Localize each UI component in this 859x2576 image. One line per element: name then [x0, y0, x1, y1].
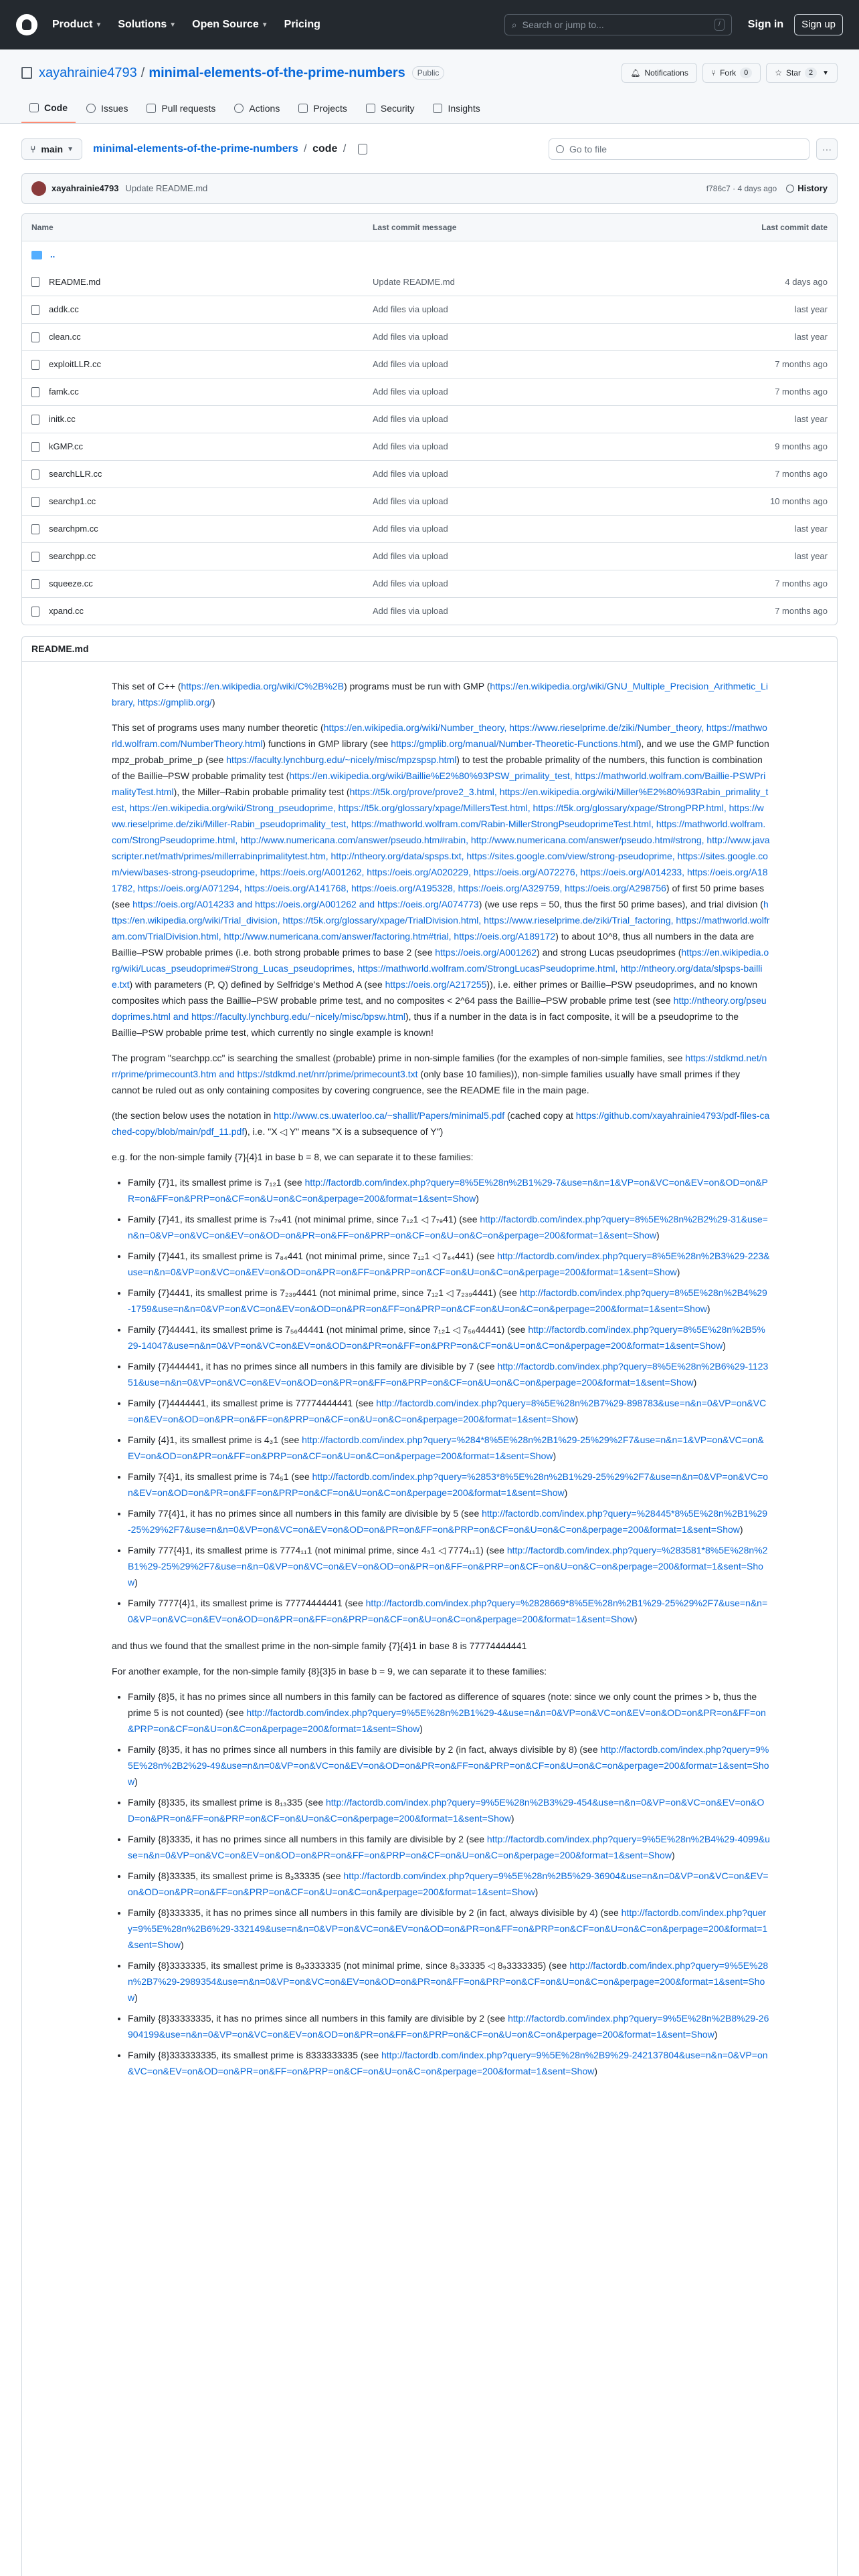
code-icon — [29, 103, 39, 112]
commit-message-link[interactable]: Add files via upload — [373, 524, 448, 534]
issue-icon — [86, 104, 96, 113]
family-list — [128, 1174, 770, 1627]
breadcrumb-current: code — [312, 143, 338, 154]
nav-open-source[interactable]: Open Source ▼ — [192, 19, 268, 30]
readme-header: README.md — [22, 637, 837, 662]
file-name-link[interactable]: README.md — [49, 276, 101, 287]
table-icon — [298, 104, 308, 113]
commit-date: 7 months ago — [775, 606, 828, 617]
file-table-header: Name Last commit message Last commit date — [22, 214, 837, 241]
file-icon — [31, 579, 39, 589]
chevron-down-icon[interactable]: ▼ — [822, 69, 829, 77]
sign-up-button[interactable]: Sign up — [794, 14, 843, 36]
family-list-item: • Family {7}41, its smallest prime is 7₇₉41 (not minimal prime, since 7₁₂1 ◁ 7₇₉41) (see http://factordb.com/index.php?query=8%5E%28n%2B2%29-31&use=n&n=0&VP=on&VC=on&EV=on&OD=on&PR=on&FF=on&PRP=on&CF=on&U=on&C=on&perpage=200&format=1&sent=Show) — [128, 1211, 770, 1243]
path-bar — [21, 136, 838, 163]
tab-insights[interactable]: Insights — [425, 94, 488, 123]
pull-request-icon — [147, 104, 156, 113]
global-header — [0, 0, 859, 49]
family-list-item: • Family {7}444441, it has no primes since all numbers in this family are divisible by 7 (see http://factordb.com/index.php?query=8%5E%28n%2B6%29-112351&use=n&n=0&VP=on&VC=on&EV=on&OD=on&PR=on&FF=on&PRP=on&CF=on&U=on&C=on&perpage=200&format=1&sent=Show) — [128, 1358, 770, 1390]
commit-message-link[interactable]: Add files via upload — [373, 304, 448, 315]
file-name-link[interactable]: searchpp.cc — [49, 551, 96, 562]
factordb-link[interactable]: http://factordb.com/index.php?query=%283581*8%5E%28n%2B1%29-25%29%2F7&use=n&n=0&VP=on&VC=on&EV=on&OD=on&PR=on&FF=on&PRP=on&CF=on&U=on&C=on&perpage=200&format=1&sent=Show — [128, 1545, 768, 1588]
fork-count: 0 — [740, 68, 752, 79]
family-list-item: • Family {8}33333335, it has no primes since all numbers in this family are divisible by 2 (see http://factordb.com/index.php?query=9%5E%28n%2B8%29-26904199&use=n&n=0&VP=on&VC=on&EV=on&OD=on&PR=on&FF=on&PRP=on&CF=on&U=on&C=on&perpage=200&format=1&sent=Show) — [128, 2010, 770, 2042]
factordb-link[interactable]: http://factordb.com/index.php?query=8%5E%28n%2B2%29-31&use=n&n=0&VP=on&VC=on&EV=on&OD=on&PR=on&FF=on&PRP=on&CF=on&U=on&C=on&perpage=200&format=1&sent=Show — [128, 1214, 768, 1241]
commit-message-link[interactable]: Add files via upload — [373, 606, 448, 617]
more-options-button[interactable] — [816, 138, 838, 160]
breadcrumb: minimal-elements-of-the-prime-numbers / code / — [93, 143, 347, 154]
tab-pull-requests[interactable]: Pull requests — [138, 94, 223, 123]
file-icon — [31, 497, 39, 507]
commit-message-link[interactable]: Add files via upload — [373, 387, 448, 397]
tab-issues[interactable]: Issues — [78, 94, 136, 123]
file-name-link[interactable]: clean.cc — [49, 332, 81, 342]
global-search-input[interactable]: ⌕ Search or jump to... / — [504, 14, 732, 35]
search-icon: ⌕ — [511, 19, 517, 30]
factordb-link[interactable]: http://factordb.com/index.php?query=9%5E%28n%2B9%29-242137804&use=n&n=0&VP=on&VC=on&EV=on&OD=on&PR=on&FF=on&PRP=on&CF=on&U=on&C=on&perpage=200&format=1&sent=Show — [128, 2050, 768, 2076]
file-row[interactable] — [22, 515, 837, 542]
file-row[interactable] — [22, 597, 837, 625]
tab-security[interactable]: Security — [358, 94, 423, 123]
graph-icon — [433, 104, 442, 113]
readme-paragraph: This set of C++ (https://en.wikipedia.org/wiki/C%2B%2B) programs must be run with GMP (https://en.wikipedia.org/wiki/GNU_Multiple_Precision_Arithmetic_Library, https://gmplib.org/) — [112, 681, 768, 708]
nav-solutions[interactable]: Solutions ▼ — [118, 19, 177, 30]
notifications-button[interactable]: 🔔︎ Notifications — [622, 63, 697, 83]
search-icon — [556, 145, 564, 153]
commit-date: 7 months ago — [775, 359, 828, 370]
factordb-link[interactable]: http://factordb.com/index.php?query=9%5E%28n%2B2%29-49&use=n&n=0&VP=on&VC=on&EV=on&OD=on&PR=on&FF=on&PRP=on&CF=on&U=on&C=on&perpage=200&format=1&sent=Show — [128, 1744, 769, 1787]
family-list-item: • Family 77{4}1, it has no primes since all numbers in this family are divisible by 5 (see http://factordb.com/index.php?query=%28445*8%5E%28n%2B1%29-25%29%2F7&use=n&n=0&VP=on&VC=on&EV=on&OD=on&PR=on&FF=on&PRP=on&CF=on&U=on&C=on&perpage=200&format=1&sent=Show) — [128, 1505, 770, 1537]
file-icon — [31, 607, 39, 617]
commit-date: 4 days ago — [785, 276, 828, 287]
readme-paragraph: e.g. for the non-simple family {7}{4}1 in base b = 8, we can separate it to these families: — [112, 1152, 474, 1162]
file-row[interactable] — [22, 378, 837, 405]
github-logo-icon[interactable] — [16, 14, 37, 35]
family-list-item: • Family {8}335, its smallest prime is 8₁₃335 (see http://factordb.com/index.php?query=9%5E%28n%2B3%29-454&use=n&n=0&VP=on&VC=on&EV=on&OD=on&PR=on&FF=on&PRP=on&CF=on&U=on&C=on&perpage=200&format=1&sent=Show) — [128, 1794, 770, 1826]
file-name-link[interactable]: initk.cc — [49, 414, 76, 425]
file-icon — [31, 524, 39, 534]
tab-code[interactable]: Code — [21, 94, 76, 123]
file-icon — [31, 360, 39, 370]
readme-paragraph: (the section below uses the notation in http://www.cs.uwaterloo.ca/~shallit/Papers/minimal5.pdf (cached copy at https://github.com/xayahrainie4793/pdf-files-cached-copy/blob/main/pdf_11.pdf), i.e. "X ◁ Y" means "X is a subsequence of Y") — [112, 1110, 770, 1137]
file-row[interactable] — [22, 570, 837, 597]
family-list-item: • Family {8}333335, it has no primes since all numbers in this family are divisible by 2 (in fact, always divisible by 4) (see http://factordb.com/index.php?query=9%5E%28n%2B6%29-332149&use=n&n=0&VP=on&VC=on&EV=on&OD=on&PR=on&FF=on&PRP=on&CF=on&U=on&C=on&perpage=200&format=1&sent=Show) — [128, 1905, 770, 1953]
file-name-link[interactable]: squeeze.cc — [49, 578, 93, 589]
breadcrumb-repo-link[interactable]: minimal-elements-of-the-prime-numbers — [93, 143, 298, 154]
repo-header: xayahrainie4793 / minimal-elements-of-the-prime-numbers Public 🔔︎ Notifications ⑂ Fork 0 ☆ Star 2 ▼ Code Issues Pull requests Actions Projects Security Insights — [0, 49, 859, 124]
commit-message-link[interactable]: Add files via upload — [373, 441, 448, 452]
chevron-down-icon: ▼ — [67, 145, 74, 153]
readme-panel — [21, 636, 838, 2576]
file-icon — [31, 442, 39, 452]
commit-message-link[interactable]: Add files via upload — [373, 496, 448, 507]
factordb-link[interactable]: http://factordb.com/index.php?query=8%5E%28n%2B6%29-112351&use=n&n=0&VP=on&VC=on&EV=on&OD=on&PR=on&FF=on&PRP=on&CF=on&U=on&C=on&perpage=200&format=1&sent=Show — [128, 1361, 769, 1388]
file-row[interactable] — [22, 296, 837, 323]
file-name-link[interactable]: searchp1.cc — [49, 496, 96, 507]
clock-icon — [786, 185, 794, 193]
file-row[interactable] — [22, 323, 837, 350]
file-icon — [31, 415, 39, 425]
family-list-item: • Family {8}3335, it has no primes since all numbers in this family are divisible by 2 (see http://factordb.com/index.php?query=9%5E%28n%2B4%29-4099&use=n&n=0&VP=on&VC=on&EV=on&OD=on&PR=on&FF=on&PRP=on&CF=on&U=on&C=on&perpage=200&format=1&sent=Show) — [128, 1831, 770, 1863]
file-name-link[interactable]: xpand.cc — [49, 606, 84, 617]
commit-date: last year — [794, 524, 828, 534]
repo-owner-link[interactable]: xayahrainie4793 — [39, 66, 137, 80]
readme-paragraph: For another example, for the non-simple family {8}{3}5 in base b = 9, we can separate it to these families: — [112, 1666, 547, 1677]
repo-name-link[interactable]: minimal-elements-of-the-prime-numbers — [149, 66, 405, 80]
nav-product[interactable]: Product ▼ — [52, 19, 102, 30]
family-list-item: • Family {8}35, it has no primes since all numbers in this family are divisible by 2 (in fact, always divisible by 8) (see http://factordb.com/index.php?query=9%5E%28n%2B2%29-49&use=n&n=0&VP=on&VC=on&EV=on&OD=on&PR=on&FF=on&PRP=on&CF=on&U=on&C=on&perpage=200&format=1&sent=Show) — [128, 1741, 770, 1790]
play-icon — [234, 104, 244, 113]
factordb-link[interactable]: http://factordb.com/index.php?query=8%5E%28n%2B1%29-7&use=n&n=1&VP=on&VC=on&EV=on&OD=on&PR=on&FF=on&PRP=on&CF=on&U=on&C=on&perpage=200&format=1&sent=Show — [128, 1177, 768, 1204]
factordb-link[interactable]: http://factordb.com/index.php?query=9%5E%28n%2B6%29-332149&use=n&n=0&VP=on&VC=on&EV=on&OD=on&PR=on&FF=on&PRP=on&CF=on&U=on&C=on&perpage=200&format=1&sent=Show — [128, 1907, 768, 1950]
factordb-link[interactable]: http://factordb.com/index.php?query=8%5E%28n%2B4%29-1759&use=n&n=0&VP=on&VC=on&EV=on&OD=on&PR=on&FF=on&PRP=on&CF=on&U=on&C=on&perpage=200&format=1&sent=Show — [128, 1287, 767, 1314]
copy-path-icon[interactable] — [358, 144, 367, 154]
commit-author-link[interactable]: xayahrainie4793 — [52, 183, 119, 194]
commit-date: 9 months ago — [775, 441, 828, 452]
main-content — [0, 124, 859, 2576]
factordb-link[interactable]: http://factordb.com/index.php?query=9%5E%28n%2B4%29-4099&use=n&n=0&VP=on&VC=on&EV=on&OD=on&PR=on&FF=on&PRP=on&CF=on&U=on&C=on&perpage=200&format=1&sent=Show — [128, 1834, 770, 1860]
commit-message-link[interactable]: Add files via upload — [373, 469, 448, 479]
family-list-item: • Family {7}1, its smallest prime is 7₁₂1 (see http://factordb.com/index.php?query=8%5E%28n%2B1%29-7&use=n&n=1&VP=on&VC=on&EV=on&OD=on&PR=on&FF=on&PRP=on&CF=on&U=on&C=on&perpage=200&format=1&sent=Show) — [128, 1174, 770, 1206]
sign-in-link[interactable]: Sign in — [747, 19, 784, 30]
factordb-link[interactable]: http://factordb.com/index.php?query=%284*8%5E%28n%2B1%29-25%29%2F7&use=n&n=1&VP=on&VC=on&EV=on&OD=on&PR=on&FF=on&PRP=on&CF=on&U=on&C=on&perpage=200&format=1&sent=Show — [128, 1434, 764, 1461]
file-icon — [31, 469, 39, 479]
visibility-badge: Public — [412, 66, 445, 80]
chevron-down-icon: ▼ — [169, 21, 177, 29]
file-icon — [31, 387, 39, 397]
family-list-item: • Family {8}3333335, its smallest prime is 8₉3333335 (not minimal prime, since 8₃33335 ◁ 8₉3333335) (see http://factordb.com/index.php?query=9%5E%28n%2B7%29-2989354&use=n&n=0&VP=on&VC=on&EV=on&OD=on&PR=on&FF=on&PRP=on&CF=on&U=on&C=on&perpage=200&format=1&sent=Show) — [128, 1957, 770, 2006]
commit-message-link[interactable]: Add files via upload — [373, 551, 448, 562]
file-table — [21, 213, 838, 625]
fork-button[interactable]: ⑂ Fork 0 — [702, 63, 761, 83]
nav-pricing[interactable]: Pricing — [284, 19, 320, 30]
fork-icon: ⑂ — [710, 68, 717, 78]
commit-message-link[interactable]: Update README.md — [125, 183, 208, 194]
family-list-item: • Family {8}333333335, its smallest prime is 8333333335 (see http://factordb.com/index.php?query=9%5E%28n%2B9%29-242137804&use=n&n=0&VP=on&VC=on&EV=on&OD=on&PR=on&FF=on&PRP=on&CF=on&U=on&C=on&perpage=200&format=1&sent=Show) — [128, 2047, 770, 2079]
file-icon — [31, 552, 39, 562]
repo-tabs — [21, 94, 838, 123]
family-list-item: • Family {4}1, its smallest prime is 4₃1 (see http://factordb.com/index.php?query=%284*8%5E%28n%2B1%29-25%29%2F7&use=n&n=1&VP=on&VC=on&EV=on&OD=on&PR=on&FF=on&PRP=on&CF=on&U=on&C=on&perpage=200&format=1&sent=Show) — [128, 1432, 770, 1464]
commit-message-link[interactable]: Add files via upload — [373, 359, 448, 370]
family-list-item: • Family {7}441, its smallest prime is 7₈₄441 (not minimal prime, since 7₁₂1 ◁ 7₈₄441) (see http://factordb.com/index.php?query=8%5E%28n%2B3%29-223&use=n&n=0&VP=on&VC=on&EV=on&OD=on&PR=on&FF=on&PRP=on&CF=on&U=on&C=on&perpage=200&format=1&sent=Show) — [128, 1248, 770, 1280]
file-row[interactable] — [22, 268, 837, 296]
readme-paragraph: and thus we found that the smallest prime in the non-simple family {7}{4}1 in base 8 is 77774444441 — [112, 1640, 527, 1651]
commit-date: last year — [794, 551, 828, 562]
chevron-down-icon: ▼ — [95, 21, 102, 29]
tab-actions[interactable]: Actions — [226, 94, 288, 123]
family-list — [128, 1689, 770, 2079]
family-list-item: • Family {8}33335, its smallest prime is 8₃33335 (see http://factordb.com/index.php?query=9%5E%28n%2B5%29-36904&use=n&n=0&VP=on&VC=on&EV=on&OD=on&PR=on&FF=on&PRP=on&CF=on&U=on&C=on&perpage=200&format=1&sent=Show) — [128, 1868, 770, 1900]
file-row[interactable] — [22, 488, 837, 515]
file-row[interactable] — [22, 405, 837, 433]
file-row[interactable] — [22, 542, 837, 570]
star-icon: ☆ — [775, 68, 782, 78]
factordb-link[interactable]: http://factordb.com/index.php?query=%28445*8%5E%28n%2B1%29-25%29%2F7&use=n&n=0&VP=on&VC=on&EV=on&OD=on&PR=on&FF=on&PRP=on&CF=on&U=on&C=on&perpage=200&format=1&sent=Show — [128, 1508, 768, 1535]
avatar[interactable] — [31, 181, 46, 196]
star-count: 2 — [805, 68, 817, 79]
file-name-link[interactable]: exploitLLR.cc — [49, 359, 102, 370]
factordb-link[interactable]: http://factordb.com/index.php?query=9%5E%28n%2B7%29-2989354&use=n&n=0&VP=on&VC=on&EV=on&OD=on&PR=on&FF=on&PRP=on&CF=on&U=on&C=on&perpage=200&format=1&sent=Show — [128, 1960, 769, 2003]
branch-icon: ⑂ — [30, 143, 36, 154]
commit-hash-time[interactable]: f786c7 · 4 days ago — [706, 184, 777, 193]
factordb-link[interactable]: http://factordb.com/index.php?query=9%5E%28n%2B3%29-454&use=n&n=0&VP=on&VC=on&EV=on&OD=on&PR=on&FF=on&PRP=on&CF=on&U=on&C=on&perpage=200&format=1&sent=Show — [128, 1797, 765, 1824]
search-shortcut-badge: / — [714, 19, 725, 31]
factordb-link[interactable]: http://factordb.com/index.php?query=8%5E%28n%2B5%29-14047&use=n&n=0&VP=on&VC=on&EV=on&OD=on&PR=on&FF=on&PRP=on&CF=on&U=on&C=on&perpage=200&format=1&sent=Show — [128, 1324, 765, 1351]
commit-date: 7 months ago — [775, 578, 828, 589]
chevron-down-icon: ▼ — [261, 21, 268, 29]
file-row[interactable] — [22, 350, 837, 378]
file-name-link[interactable]: searchpm.cc — [49, 524, 98, 534]
factordb-link[interactable]: http://factordb.com/index.php?query=%2853*8%5E%28n%2B1%29-25%29%2F7&use=n&n=0&VP=on&VC=on&EV=on&OD=on&PR=on&FF=on&PRP=on&CF=on&U=on&C=on&perpage=200&format=1&sent=Show — [128, 1471, 769, 1498]
commit-message-link[interactable]: Add files via upload — [373, 414, 448, 425]
family-list-item: • Family 7777{4}1, its smallest prime is 77774444441 (see http://factordb.com/index.php?query=%2828669*8%5E%28n%2B1%29-25%29%2F7&use=n&n=0&VP=on&VC=on&EV=on&OD=on&PR=on&FF=on&PRP=on&CF=on&U=on&C=on&perpage=200&format=1&sent=Show) — [128, 1595, 770, 1627]
repo-icon — [21, 67, 32, 79]
file-name-link[interactable]: searchLLR.cc — [49, 469, 102, 479]
family-list-item: • Family {8}5, it has no primes since all numbers in this family can be factored as difference of squares (note: since we only count the primes > b, thus the prime 5 is not counted) (see http://factordb.com/index.php?query=9%5E%28n%2B1%29-4&use=n&n=0&VP=on&VC=on&EV=on&OD=on&PR=on&FF=on&PRP=on&CF=on&U=on&C=on&perpage=200&format=1&sent=Show) — [128, 1689, 770, 1737]
file-icon — [31, 332, 39, 342]
family-list-item: • Family {7}4444441, its smallest prime is 77774444441 (see http://factordb.com/index.php?query=8%5E%28n%2B7%29-898783&use=n&n=0&VP=on&VC=on&EV=on&OD=on&PR=on&FF=on&PRP=on&CF=on&U=on&C=on&perpage=200&format=1&sent=Show) — [128, 1395, 770, 1427]
commit-date: 7 months ago — [775, 387, 828, 397]
factordb-link[interactable]: http://factordb.com/index.php?query=8%5E%28n%2B7%29-898783&use=n&n=0&VP=on&VC=on&EV=on&OD=on&PR=on&FF=on&PRP=on&CF=on&U=on&C=on&perpage=200&format=1&sent=Show — [128, 1398, 767, 1424]
file-icon — [31, 277, 39, 287]
family-list-item: • Family 7{4}1, its smallest prime is 74₅1 (see http://factordb.com/index.php?query=%2853*8%5E%28n%2B1%29-25%29%2F7&use=n&n=0&VP=on&VC=on&EV=on&OD=on&PR=on&FF=on&PRP=on&CF=on&U=on&C=on&perpage=200&format=1&sent=Show) — [128, 1469, 770, 1501]
commit-date: last year — [794, 332, 828, 342]
readme-paragraph: This set of programs uses many number theoretic (https://en.wikipedia.org/wiki/Number_theory, https://www.rieselprime.de/ziki/Number_theory, https://mathworld.wolfram.com/NumberTheory.html) functions in GMP library (see https://gmplib.org/manual/Number-Theoretic-Functions.html), and we use the GMP function mpz_probab_prime_p (see https://faculty.lynchburg.edu/~nicely/misc/mpzspsp.html) to test the probable primality of the numbers, this function is combination of the Baillie–PSW probable primality test (https://en.wikipedia.org/wiki/Baillie%E2%80%93PSW_primality_test, https://mathworld.wolfram.com/Baillie-PSWPrimalityTest.html), the Miller–Rabin probable primality test (https://t5k.org/prove/prove2_3.html, https://en.wikipedia.org/wiki/Miller%E2%80%93Rabin_primality_test, https://en.wikipedia.org/wiki/Strong_pseudoprime, https://t5k.org/glossary/xpage/MillersTest.html, https://t5k.org/glossary/xpage/StrongPRP.html, https://www.rieselprime.de/ziki/Miller-Rabin_pseudoprimality_test, https://mathworld.wolfram.com/Rabin-MillerStrongPseudoprimeTest.html, https://mathworld.wolfram.com/StrongPseudoprime.html, http://www.numericana.com/answer/pseudo.htm#rabin, http://www.numericana.com/answer/pseudo.htm#strong, http://www.javascripter.net/math/primes/millerrabinprimalitytest.htm, http://ntheory.org/data/spsps.txt, https://sites.google.com/view/strong-pseudoprime, https://sites.google.com/view/bases-strong-pseudoprime, https://oeis.org/A001262, https://oeis.org/A020229, https://oeis.org/A072276, https://oeis.org/A014233, https://oeis.org/A181782, https://oeis.org/A071294, https://oeis.org/A141768, https://oeis.org/A195328, https://oeis.org/A329759, https://oeis.org/A298756) of first 50 prime bases (see https://oeis.org/A014233 and https://oeis.org/A001262 and https://oeis.org/A074773) (we use reps = 50, thus the first 50 prime bases), and trial division (https://en.wikipedia.org/wiki/Trial_division, https://t5k.org/glossary/xpage/TrialDivision.html, https://www.rieselprime.de/ziki/Trial_factoring, https://mathworld.wolfram.com/TrialDivision.html, http://www.numericana.com/answer/factoring.htm#trial, https://oeis.org/A189172) to about 10^8, thus all numbers in the data are Baillie–PSW probable primes (i.e. both strong probable primes to base 2 (see https://oeis.org/A001262) and strong Lucas pseudoprimes (https://en.wikipedia.org/wiki/Lucas_pseudoprime#Strong_Lucas_pseudoprimes, https://mathworld.wolfram.com/StrongLucasPseudoprime.html, http://ntheory.org/data/slpsps-baillie.txt) with parameters (P, Q) defined by Selfridge's Method A (see https://oeis.org/A217255)), i.e. either primes or Baillie–PSW pseudoprimes, and no known composites which pass the Baillie–PSW probable prime test, and no composites < 2^64 pass the Baillie–PSW probable prime test (see http://ntheory.org/pseudoprimes.html and https://faculty.lynchburg.edu/~nicely/misc/bpsw.html), thus if a number in the data is in fact composite, it will be a pseudoprime to the Baillie–PSW probable prime test, which currently no single example is known! — [112, 722, 770, 1038]
factordb-link[interactable]: http://factordb.com/index.php?query=%2828669*8%5E%28n%2B1%29-25%29%2F7&use=n&n=0&VP=on&VC=on&EV=on&OD=on&PR=on&FF=on&PRP=on&CF=on&U=on&C=on&perpage=200&format=1&sent=Show — [128, 1598, 768, 1624]
file-row[interactable] — [22, 460, 837, 488]
file-row[interactable] — [22, 433, 837, 460]
parent-directory-row[interactable]: .. — [22, 241, 837, 268]
family-list-item: • Family 777{4}1, its smallest prime is 7774₁₁1 (not minimal prime, since 4₃1 ◁ 7774₁₁1) (see http://factordb.com/index.php?query=%283581*8%5E%28n%2B1%29-25%29%2F7&use=n&n=0&VP=on&VC=on&EV=on&OD=on&PR=on&FF=on&PRP=on&CF=on&U=on&C=on&perpage=200&format=1&sent=Show) — [128, 1542, 770, 1590]
commit-date: 10 months ago — [769, 496, 828, 507]
shield-icon — [366, 104, 375, 113]
branch-selector[interactable]: ⑂ main ▼ — [21, 138, 82, 160]
commit-date: last year — [794, 304, 828, 315]
tab-projects[interactable]: Projects — [290, 94, 355, 123]
factordb-link[interactable]: http://factordb.com/index.php?query=9%5E%28n%2B1%29-4&use=n&n=0&VP=on&VC=on&EV=on&OD=on&PR=on&FF=on&PRP=on&CF=on&U=on&C=on&perpage=200&format=1&sent=Show — [128, 1707, 766, 1734]
kebab-icon: ··· — [822, 143, 832, 154]
file-icon — [31, 305, 39, 315]
commit-message-link[interactable]: Update README.md — [373, 276, 455, 287]
commit-message-link[interactable]: Add files via upload — [373, 578, 448, 589]
file-name-link[interactable]: addk.cc — [49, 304, 79, 315]
go-to-file-input[interactable]: Go to file — [549, 138, 809, 160]
readme-article — [22, 662, 837, 2079]
folder-icon — [31, 251, 42, 259]
factordb-link[interactable]: http://factordb.com/index.php?query=9%5E%28n%2B8%29-26904199&use=n&n=0&VP=on&VC=on&EV=on&OD=on&PR=on&FF=on&PRP=on&CF=on&U=on&C=on&perpage=200&format=1&sent=Show — [128, 2013, 769, 2040]
latest-commit-bar — [21, 173, 838, 204]
commit-date: 7 months ago — [775, 469, 828, 479]
factordb-link[interactable]: http://factordb.com/index.php?query=9%5E%28n%2B5%29-36904&use=n&n=0&VP=on&VC=on&EV=on&OD=on&PR=on&FF=on&PRP=on&CF=on&U=on&C=on&perpage=200&format=1&sent=Show — [128, 1870, 769, 1897]
bell-icon: 🔔︎ — [630, 68, 641, 78]
family-list-item: • Family {7}4441, its smallest prime is 7₂₃₉4441 (not minimal prime, since 7₁₂1 ◁ 7₂₃₉4441) (see http://factordb.com/index.php?query=8%5E%28n%2B4%29-1759&use=n&n=0&VP=on&VC=on&EV=on&OD=on&PR=on&FF=on&PRP=on&CF=on&U=on&C=on&perpage=200&format=1&sent=Show) — [128, 1285, 770, 1317]
file-name-link[interactable]: kGMP.cc — [49, 441, 84, 452]
commit-date: last year — [794, 414, 828, 425]
family-list-item: • Family {7}44441, its smallest prime is 7₅₆44441 (not minimal prime, since 7₁₂1 ◁ 7₅₆44441) (see http://factordb.com/index.php?query=8%5E%28n%2B5%29-14047&use=n&n=0&VP=on&VC=on&EV=on&OD=on&PR=on&FF=on&PRP=on&CF=on&U=on&C=on&perpage=200&format=1&sent=Show) — [128, 1321, 770, 1354]
commit-message-link[interactable]: Add files via upload — [373, 332, 448, 342]
readme-paragraph: The program "searchpp.cc" is searching the smallest (probable) prime in non-simple families (for the examples of non-simple families, see https://stdkmd.net/nrr/prime/primecount3.htm and https://stdkmd.net/nrr/prime/primecount3.txt (only base 10 families)), non-simple families usually have small primes if they cannot be ruled out as only containing composites by covering congruence, see the README file in the main page. — [112, 1053, 767, 1095]
star-button[interactable]: ☆ Star 2 ▼ — [766, 63, 838, 83]
factordb-link[interactable]: http://factordb.com/index.php?query=8%5E%28n%2B3%29-223&use=n&n=0&VP=on&VC=on&EV=on&OD=on&PR=on&FF=on&PRP=on&CF=on&U=on&C=on&perpage=200&format=1&sent=Show — [128, 1251, 770, 1277]
history-link[interactable]: History — [786, 182, 828, 195]
file-name-link[interactable]: famk.cc — [49, 387, 79, 397]
